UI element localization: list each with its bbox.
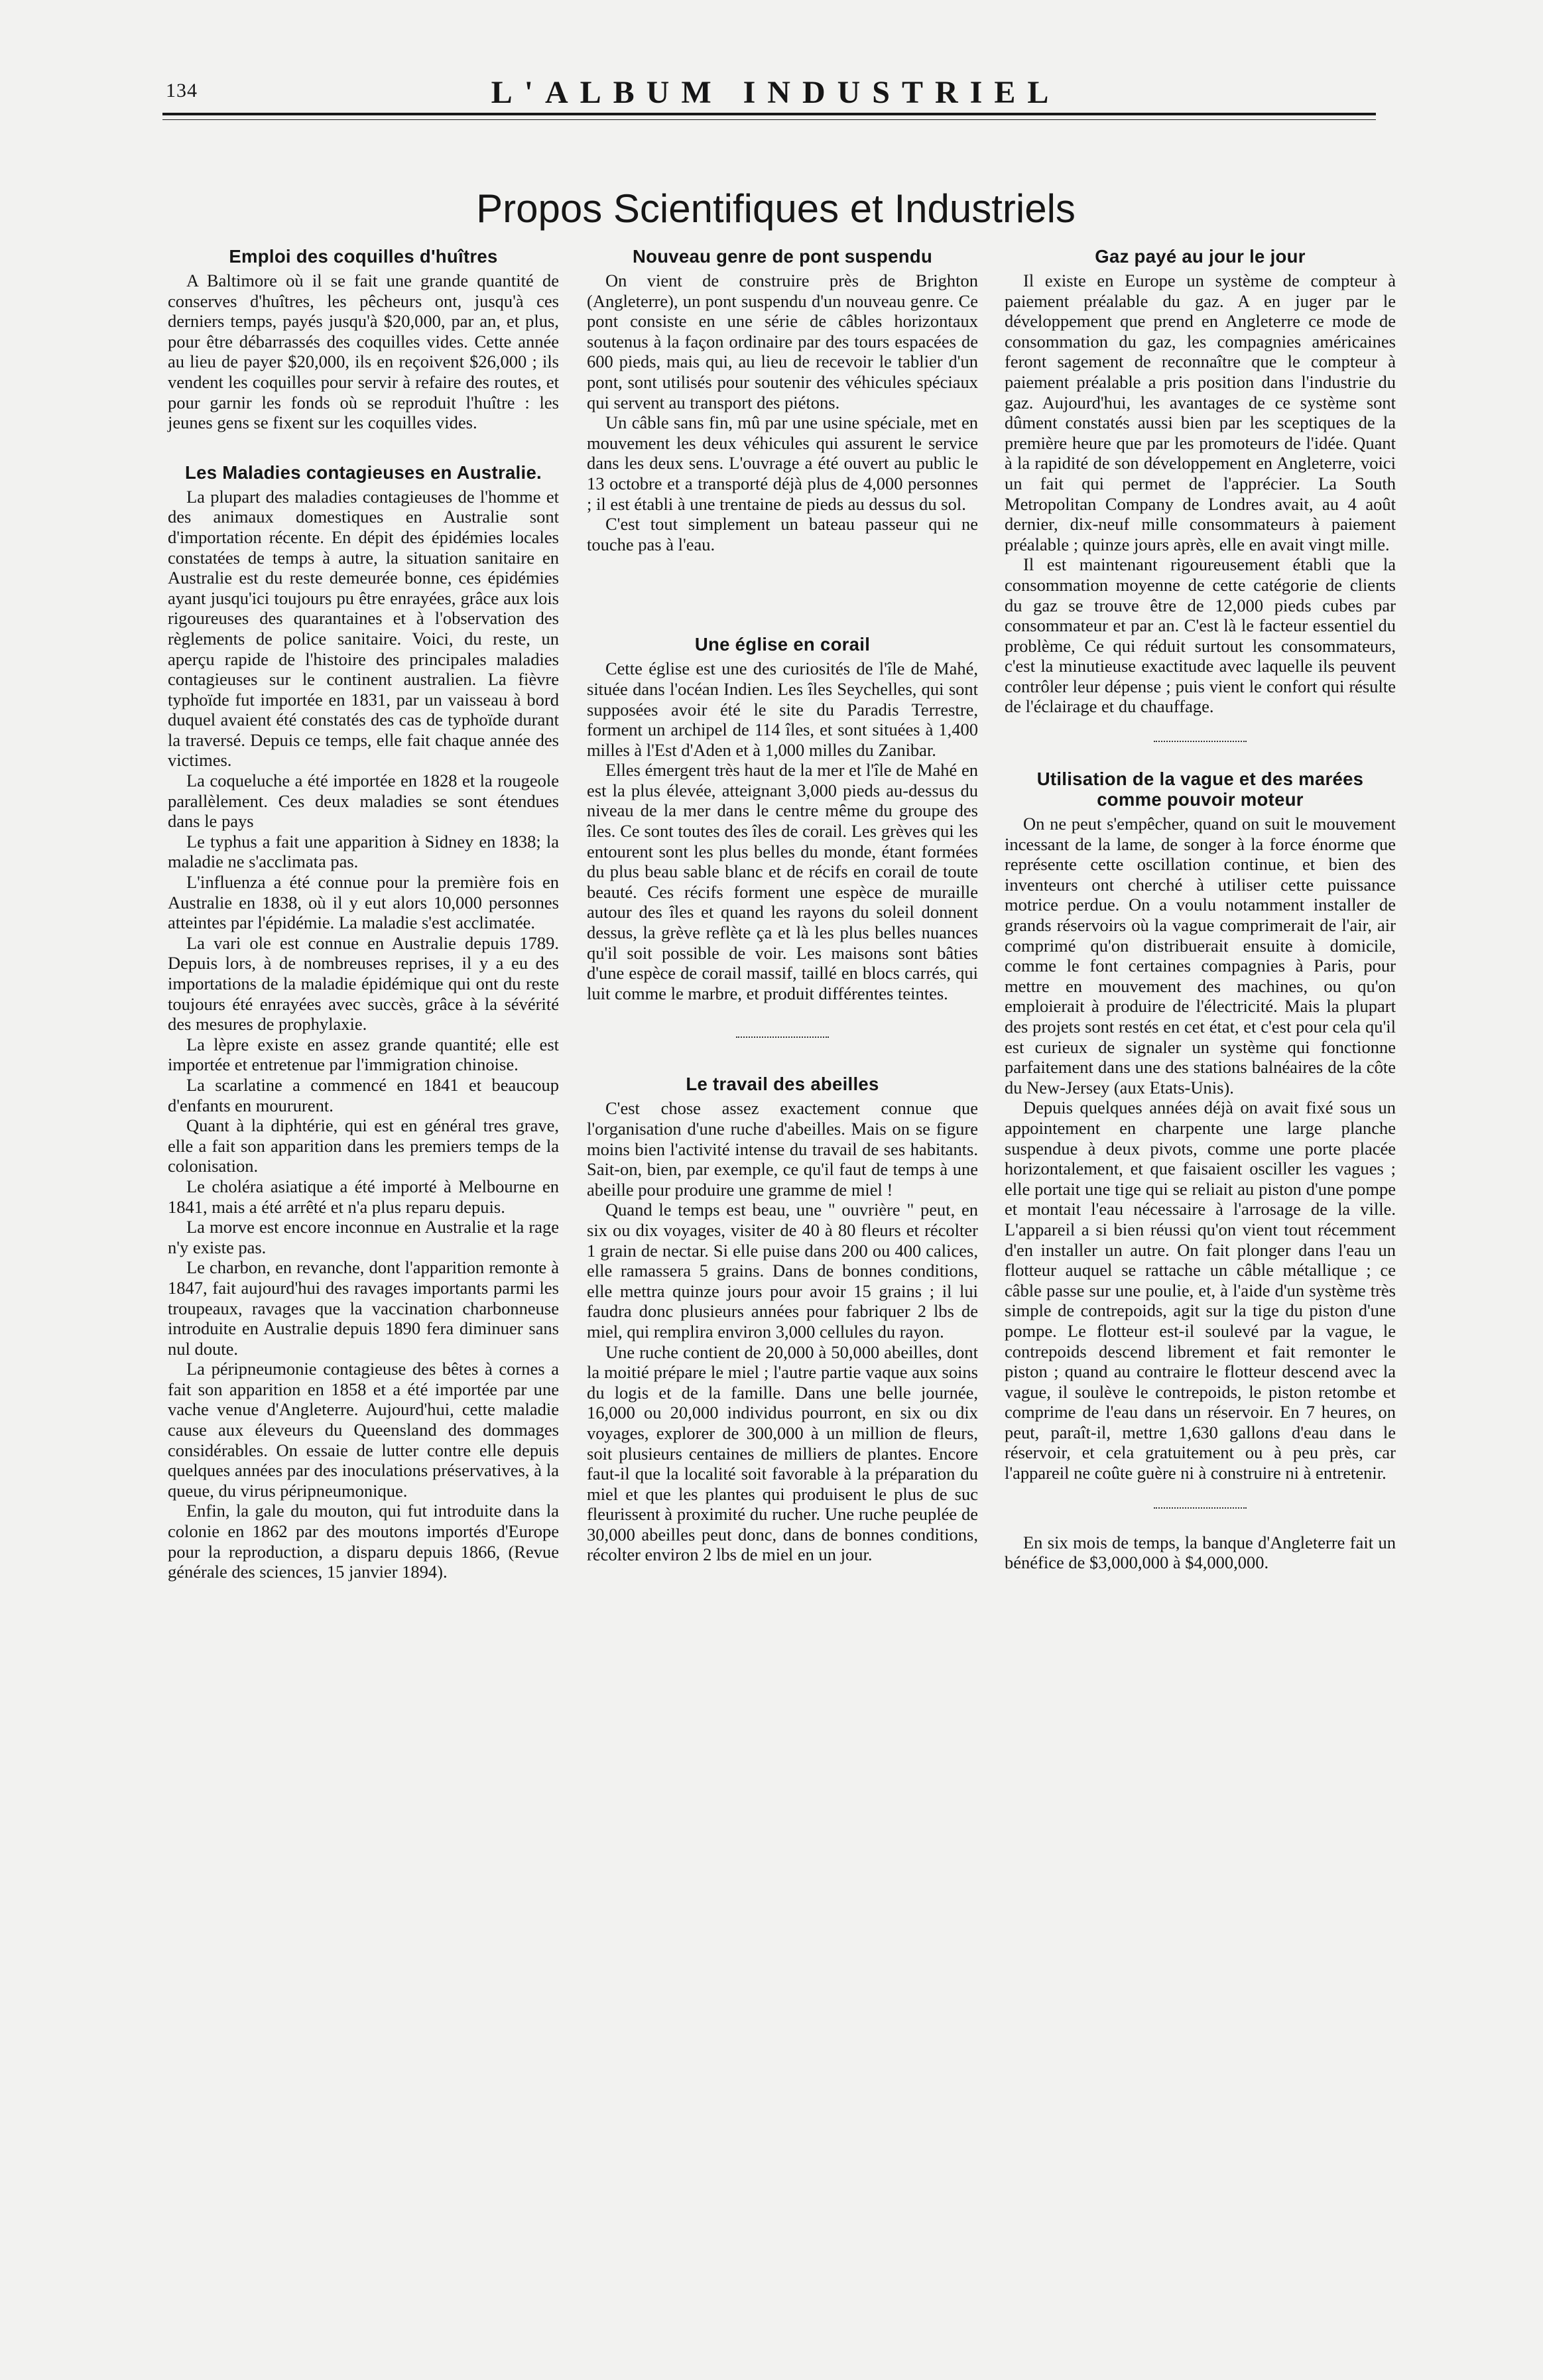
- article-paragraph: Il existe en Europe un système de compteur à paiement préalable du gaz. A en juger par le développement que prend en Angleterre ce mode de consommation du gaz, les compagnies américaines feront sagement de reconnaître que le compteur à paiement préalable a pris position dans l'industrie du gaz. Aujourd'hui, les avantages de ce système sont dûment constatés aussi bien par les sceptiques de la première heure que par les promoteurs de l'idée. Quant à la rapidité de son développement en Angleterre, voici un fait qui permet de l'apprécier. La South Metropolitan Company de Londres avait, au 4 août dernier, dix-neuf mille consommateurs à paiement préalable ; quinze jours après, elle en avait vingt mille.: [1005, 271, 1396, 554]
- article-wave-power: [1005, 769, 1396, 1483]
- article-heading: Le travail des abeilles: [686, 1074, 879, 1095]
- article-suspension-bridge: [587, 246, 978, 554]
- article-oyster-shells: [168, 246, 559, 433]
- article-paragraph: L'influenza a été connue pour la première fois en Australie en 1838, où il y eut alors 10,000 personnes atteintes par l'épidémie. La maladie s'est acclimatée.: [168, 872, 559, 933]
- running-header: [166, 74, 1386, 114]
- article-paragraph: Enfin, la gale du mouton, qui fut introduite dans la colonie en 1862 par des moutons importés d'Europe pour la reproduction, a disparu depuis 1866, (Revue générale des sciences, 15 janvier 1894).: [168, 1501, 559, 1582]
- article-paragraph: Il est maintenant rigoureusement établi que la consommation moyenne de cette catégorie de clients du gaz se trouve être de 12,000 pieds cubes par consommateur et par an. C'est là le facteur essentiel du problème, Ce qui réduit surtout les consommateurs, c'est la minutieuse exactitude avec laquelle ils peuvent contrôler leur dépense ; puis vient le confort qui résulte de l'éclairage et du chauffage.: [1005, 554, 1396, 717]
- article-paragraph: La vari ole est connue en Australie depuis 1789. Depuis lors, à de nombreuses reprises, il y a eu des importations de la maladie épidémique qui ont du reste toujours été enrayées avec succès, grâce à la sévérité des mesures de prophylaxie.: [168, 932, 559, 1034]
- article-paragraph: Cette église est une des curiosités de l'île de Mahé, située dans l'océan Indien. Les îles Seychelles, qui sont supposées avoir été le site du Paradis Terrestre, forment un archipel de 114 îles, et sont situées à 1,400 milles à l'Est d'Aden et à 1,000 milles du Zanibar.: [587, 658, 978, 760]
- article-paragraph: La morve est encore inconnue en Australie et la rage n'y existe pas.: [168, 1217, 559, 1257]
- article-paragraph: A Baltimore où il se fait une grande quantité de conserves d'huîtres, les pêcheurs ont, jusqu'à ces derniers temps, payés jusqu'à $20,000, par an, et plus, pour être débarrassés des coquilles vides. Cette année au lieu de payer $20,000, ils en reçoivent $26,000 ; ils vendent les coquilles pour servir à refaire des routes, et pour garnir les fonds où se reproduit l'huître : les jeunes gens se fixent sur les coquilles vides.: [168, 271, 559, 433]
- article-heading: Nouveau genre de pont suspendu: [632, 246, 933, 267]
- section-separator: [1154, 1507, 1247, 1509]
- column-3: [1005, 242, 1396, 1573]
- article-heading: Gaz payé au jour le jour: [1095, 246, 1306, 267]
- article-paragraph: La scarlatine a commencé en 1841 et beaucoup d'enfants en moururent.: [168, 1074, 559, 1115]
- header-rule-thick: [162, 113, 1376, 115]
- section-separator: [1154, 741, 1247, 742]
- article-paragraph: Un câble sans fin, mû par une usine spéciale, met en mouvement les deux véhicules qui assurent le service dans les deux sens. L'ouvrage a été ouvert au public le 13 octobre et a transporté déjà plus de 4,000 personnes ; il est établi à une trentaine de pieds au dessus du sol.: [587, 412, 978, 514]
- journal-title: L'ALBUM INDUSTRIEL: [491, 75, 1061, 110]
- article-paragraph: Le choléra asiatique a été importé à Melbourne en 1841, mais a été arrêté et n'a plus reparu depuis.: [168, 1176, 559, 1217]
- article-paragraph: Depuis quelques années déjà on avait fixé sous un appointement en charpente une large planche suspendue à deux pivots, comme une porte placée horizontalement, et que faisaient osciller les vagues ; elle portait une tige qui se reliait au piston d'une pompe et montait l'eau nécessaire à l'arrosage de la ville. L'appareil a si bien réussi qu'on vient tout récemment d'en installer un autre. On fait plonger dans l'eau un flotteur auquel se rattache un câble métallique ; ce câble passe sur une poulie, et, à l'aide d'un système très simple de contrepoids, agit sur la tige du piston d'une pompe. Le flotteur est-il soulevé par la vague, le contrepoids descend librement et fait remonter le piston ; quand au contraire le flotteur descend avec la vague, il soulève le contrepoids, le piston retombe et comprime de l'eau dans un réservoir. En 7 heures, on peut, paraît-il, mettre 1,630 gallons d'eau dans le réservoir, et cela gratuitement ou à peu près, car l'appareil ne coûte guère ni à construire ni à entretenir.: [1005, 1097, 1396, 1483]
- page-number: 134: [166, 80, 198, 101]
- article-paragraph: La coqueluche a été importée en 1828 et la rougeole parallèlement. Ces deux maladies se sont étendues dans le pays: [168, 771, 559, 832]
- article-paragraph: Elles émergent très haut de la mer et l'île de Mahé en est la plus élevée, atteignant 3,000 pieds au-dessus du niveau de la mer dans le centre même du groupe des îles. Ce sont toutes des îles de corail. Les grèves qui les entourent sont les plus belles du monde, étant formées du plus beau sable blanc et de récifs en corail de toute beauté. Ces récifs forment une espèce de muraille autour des îles et quand les rayons du soleil donnent dessus, la grève reflète ça et là les plus belles nuances qu'il soit possible de voir. Les maisons sont bâties d'une espèce de corail massif, taillé en blocs carrés, qui luit comme le marbre, et produit différentes teintes.: [587, 760, 978, 1003]
- column-1: [168, 242, 559, 1582]
- article-paragraph: Une ruche contient de 20,000 à 50,000 abeilles, dont la moitié prépare le miel ; l'autre partie vaque aux soins du logis et de la famille. Dans une belle journée, 16,000 ou 20,000 individus pourront, en six ou dix voyages, explorer de 300,000 à un million de fleurs, soit plusieurs centaines de milliers de plantes. Encore faut-il que la localité soit favorable à la préparation du miel et que les plantes qui produisent le plus de suc fleurissent à proximité du rucher. Une ruche peuplée de 30,000 abeilles peut donc, dans de bonnes conditions, récolter environ 2 lbs de miel en un jour.: [587, 1342, 978, 1565]
- article-heading: Utilisation de la vague et des marées comme pouvoir moteur: [1036, 769, 1364, 810]
- article-paragraph: Quand le temps est beau, une " ouvrière " peut, en six ou dix voyages, visiter de 40 à 80 fleurs et récolter 1 grain de nectar. Si elle puise dans 200 ou 400 calices, elle ramassera 5 grains. Dans de bonnes conditions, elle mettra quinze jours pour avoir 15 grains ; il lui faudra donc plusieurs années pour fabriquer 2 lbs de miel, qui remplira environ 3,000 cellules du rayon.: [587, 1200, 978, 1342]
- article-paragraph: Le charbon, en revanche, dont l'apparition remonte à 1847, fait aujourd'hui des ravages importants parmi les troupeaux, ravages que la vaccination charbonneuse introduite en Australie depuis 1890 fera diminuer sans nul doute.: [168, 1257, 559, 1359]
- article-contagious-diseases: [168, 462, 559, 1582]
- article-paragraph: Le typhus a fait une apparition à Sidney en 1838; la maladie ne s'acclimata pas.: [168, 831, 559, 872]
- article-heading: Les Maladies contagieuses en Australie.: [185, 462, 542, 483]
- column-2: [587, 242, 978, 1565]
- article-heading: Une église en corail: [694, 634, 871, 655]
- header-rule-thin: [162, 119, 1376, 120]
- article-bees: [587, 1074, 978, 1565]
- article-paragraph: C'est chose assez exactement connue que l'organisation d'une ruche d'abeilles. Mais on se figure moins bien l'activité intense du travail de ses habitants. Sait-on, bien, par exemple, ce qu'il faut de temps à une abeille pour produire une gramme de miel !: [587, 1098, 978, 1200]
- article-coral-church: [587, 634, 978, 1003]
- article-paragraph: La péripneumonie contagieuse des bêtes à cornes a fait son apparition en 1858 et a été importée par une vache venue d'Angleterre. Aujourd'hui, cette maladie cause aux éleveurs du Queensland des dommages considérables. On essaie de lutter contre elle depuis quelques années par des inoculations préservatives, à la queue, du virus péripneumonique.: [168, 1359, 559, 1501]
- article-paragraph: On vient de construire près de Brighton (Angleterre), un pont suspendu d'un nouveau genre. Ce pont consiste en une série de câbles horizontaux soutenus à la façon ordinaire par des tours espacées de 600 pieds, mais qui, au lieu de recevoir le tablier d'un pont, sont utilisés pour soutenir des véhicules spéciaux qui servent au transport des piétons.: [587, 271, 978, 412]
- article-bank-of-england: [1005, 1533, 1396, 1573]
- article-paragraph: Quant à la diphtérie, qui est en général tres grave, elle a fait son apparition dans les premiers temps de la colonisation.: [168, 1115, 559, 1176]
- section-separator: [736, 1036, 829, 1038]
- article-paragraph: La plupart des maladies contagieuses de l'homme et des animaux domestiques en Australie sont d'importation récente. En dépit des épidémies locales constatées de temps à autre, la situation sanitaire en Australie est du reste demeurée bonne, ces épidémies ayant jusqu'ici toujours pu être enrayées, grâce aux lois rigoureuses des quarantaines et à l'observation des règlements de police sanitaire. Voici, du reste, un aperçu rapide de l'histoire des principales maladies contagieuses sur le continent australien. La fièvre typhoïde fut importée en 1831, par un vaisseau à bord duquel avaient été constatés des cas de typhoïde durant la traversé. Depuis ce temps, elle fait chaque année des victimes.: [168, 486, 559, 771]
- article-gas-daily: [1005, 246, 1396, 717]
- article-paragraph: La lèpre existe en assez grande quantité; elle est importée et entretenue par l'immigration chinoise.: [168, 1034, 559, 1075]
- article-paragraph: En six mois de temps, la banque d'Angleterre fait un bénéfice de $3,000,000 à $4,000,000.: [1005, 1532, 1396, 1573]
- page-title: Propos Scientifiques et Industriels: [476, 186, 1076, 231]
- article-paragraph: C'est tout simplement un bateau passeur qui ne touche pas à l'eau.: [587, 514, 978, 554]
- article-heading: Emploi des coquilles d'huîtres: [229, 246, 498, 267]
- article-paragraph: On ne peut s'empêcher, quand on suit le mouvement incessant de la lame, de songer à la force énorme que représente cette oscillation continue, et bien des inventeurs ont cherché à utiliser cette puissance motrice perdue. On a voulu notamment installer de grands réservoirs où la vague comprimerait de l'air, air comprimé qu'on distribuerait ensuite à domicile, comme le font certaines compagnies à Paris, pour mettre en mouvement des machines, ou qu'on emploierait à produire de l'électricité. Mais la plupart des projets sont restés en cet état, et c'est pour cela qu'il est curieux de signaler un système qui fonctionne parfaitement dans une des stations balnéaires de la côte du New-Jersey (aux Etats-Unis).: [1005, 814, 1396, 1097]
